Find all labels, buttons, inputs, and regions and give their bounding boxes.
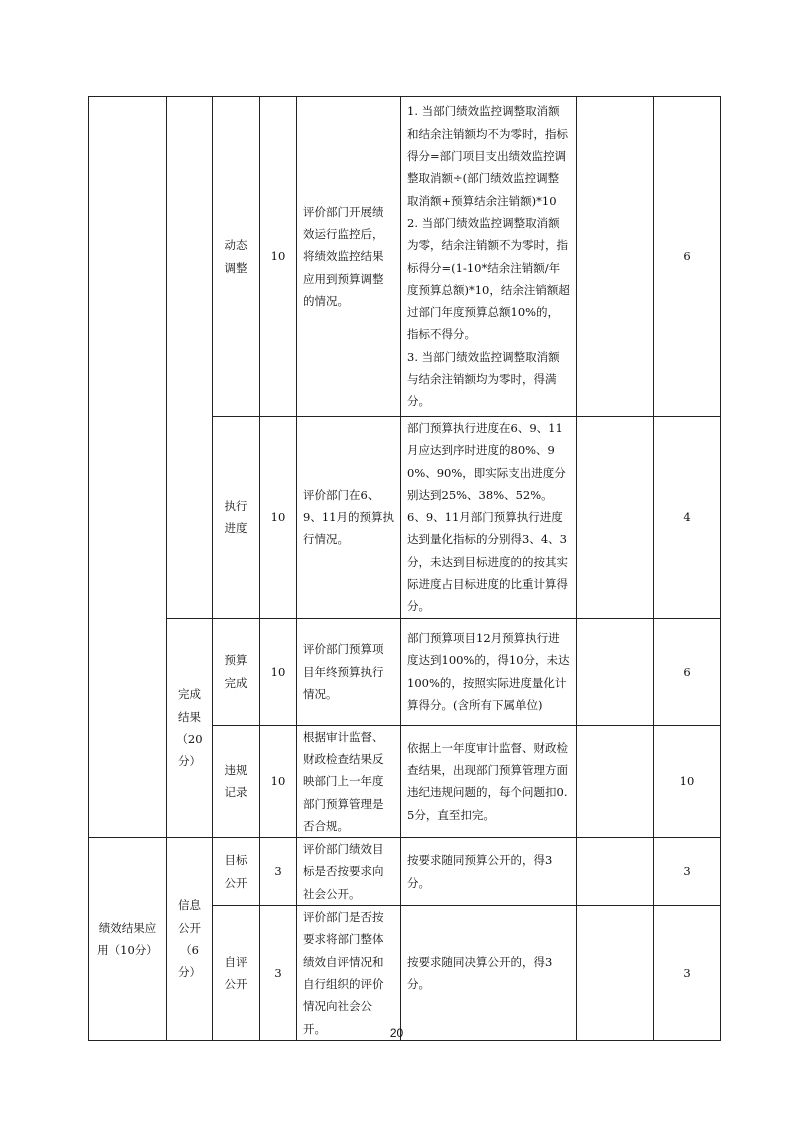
standard-line: 6、9、11月部门预算执行进度达到量化指标的分别得3、4、3分，未达到目标进度的的按其实际进度占目标进度的比重计算得分。: [407, 510, 568, 614]
description-cell: 评价部门预算项目年终预算执行情况。: [297, 618, 401, 725]
description-cell: 评价部门是否按要求将部门整体绩效自评情况和自行组织的评价情况向社会公开。: [297, 906, 401, 1041]
category-cell-empty: [89, 97, 167, 838]
standard-cell: [401, 618, 577, 725]
score-cell: 6: [654, 618, 721, 725]
weight-cell: 3: [260, 838, 297, 906]
remarks-cell: [577, 906, 654, 1041]
page-number: 20: [389, 1026, 404, 1040]
standard-cell: [401, 417, 577, 619]
group-cell: 完成结果（20分）: [167, 618, 213, 837]
score-cell: 3: [654, 838, 721, 906]
weight-cell: 10: [260, 618, 297, 725]
score-cell: 3: [654, 906, 721, 1041]
indicator-cell: 自评公开: [213, 906, 260, 1041]
remarks-cell: [577, 417, 654, 619]
standard-cell: [401, 725, 577, 837]
category-cell: 绩效结果应用（10分）: [89, 838, 167, 1041]
standard-line: 3. 当部门绩效监控调整取消额与结余注销额均为零时，得满分。: [407, 349, 560, 409]
evaluation-table: [88, 96, 721, 1041]
standard-line: 依据上一年度审计监督、财政检查结果，出现部门预算管理方面违纪违规问题的，每个问题扣0.5分，直至扣完。: [407, 740, 568, 822]
indicator-cell: 动态调整: [213, 97, 260, 417]
description-cell: 根据审计监督、财政检查结果反映部门上一年度部门预算管理是否合规。: [297, 725, 401, 837]
score-cell: 4: [654, 417, 721, 619]
remarks-cell: [577, 618, 654, 725]
standard-line: 按要求随同决算公开的，得3分。: [407, 954, 553, 991]
description-cell: 评价部门在6、9、11月的预算执行情况。: [297, 417, 401, 619]
standard-cell: [401, 906, 577, 1041]
standard-cell: [401, 97, 577, 417]
table-row: [89, 618, 721, 725]
remarks-cell: [577, 97, 654, 417]
weight-cell: 10: [260, 725, 297, 837]
description-cell: 评价部门开展绩效运行监控后，将绩效监控结果应用到预算调整的情况。: [297, 97, 401, 417]
indicator-cell: 目标公开: [213, 838, 260, 906]
score-cell: 10: [654, 725, 721, 837]
weight-cell: 10: [260, 417, 297, 619]
standard-cell: [401, 838, 577, 906]
standard-line: 部门预算项目12月预算执行进度达到100%的，得10分，未达100%的，按照实际进度量化计算得分。(含所有下属单位): [407, 631, 570, 712]
indicator-cell: 执行进度: [213, 417, 260, 619]
description-cell: 评价部门绩效目标是否按要求向社会公开。: [297, 838, 401, 906]
score-cell: 6: [654, 97, 721, 417]
weight-cell: 3: [260, 906, 297, 1041]
standard-line: 按要求随同预算公开的，得3分。: [407, 853, 553, 890]
table-row: [89, 97, 721, 417]
table-row: [89, 838, 721, 906]
group-cell: 信息公开（6分）: [167, 838, 213, 1041]
indicator-cell: 违规记录: [213, 725, 260, 837]
indicator-cell: 预算完成: [213, 618, 260, 725]
standard-line: 部门预算执行进度在6、9、11月应达到序时进度的80%、90%、90%，即实际支出进度分别达到25%、38%、52%。: [407, 421, 566, 502]
standard-line: 1. 当部门绩效监控调整取消额和结余注销额均不为零时，指标得分=部门项目支出绩效监控调整取消额÷(部门绩效监控调整取消额+预算结余注销额)*10: [407, 104, 568, 208]
remarks-cell: [577, 725, 654, 837]
weight-cell: 10: [260, 97, 297, 417]
remarks-cell: [577, 838, 654, 906]
standard-line: 2. 当部门绩效监控调整取消额为零，结余注销额不为零时，指标得分=(1-10*结余注销额/年度预算总额)*10，结余注销额超过部门年度预算总额10%的，指标不得分。: [407, 215, 570, 342]
group-cell-empty: [167, 97, 213, 619]
